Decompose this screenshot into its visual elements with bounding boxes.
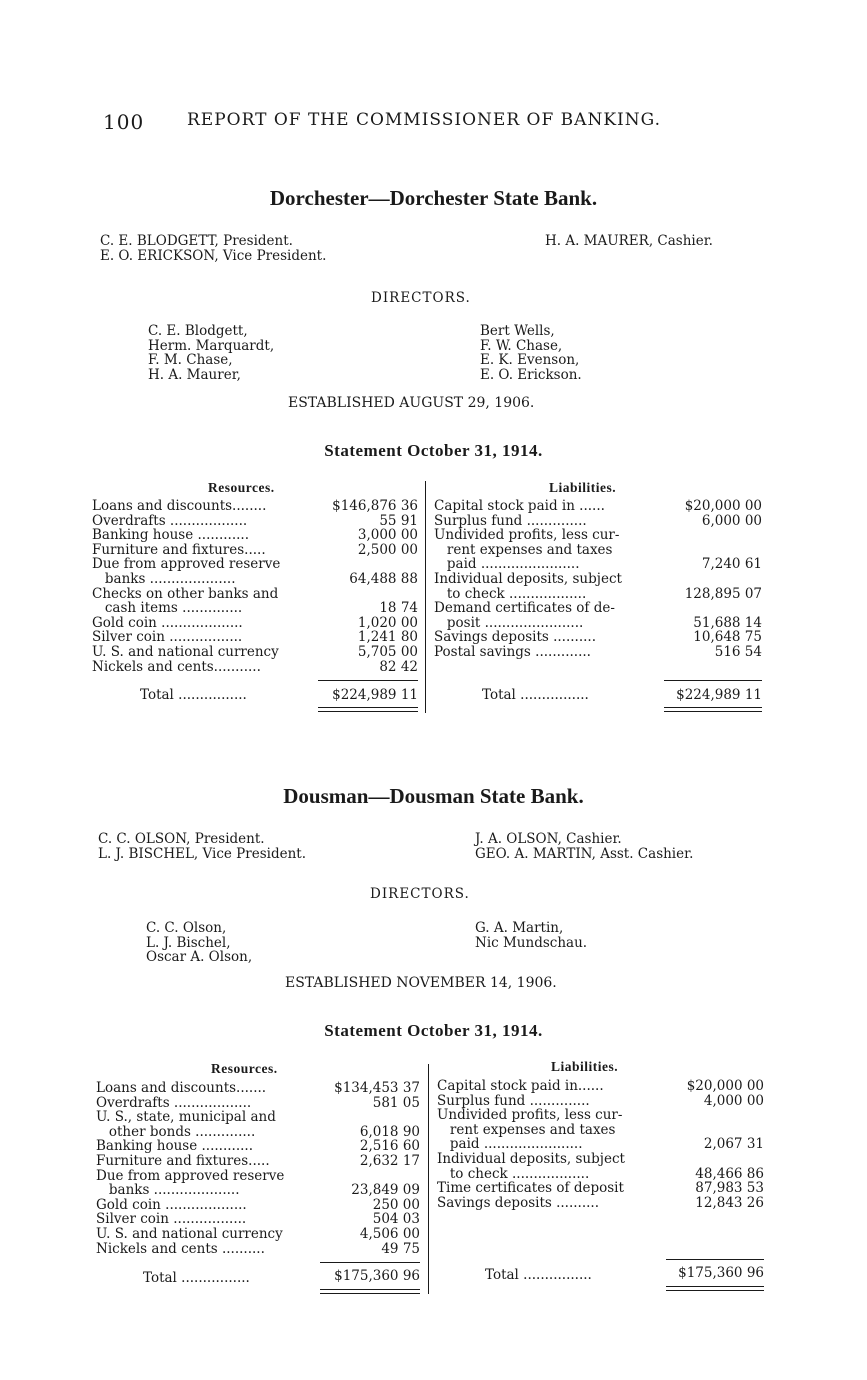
resource-label: Overdrafts .................. xyxy=(96,1094,252,1111)
liability-amount xyxy=(664,601,762,616)
director: E. O. Erickson. xyxy=(480,366,582,383)
resource-amount: 250 00 xyxy=(372,1196,420,1213)
director: Oscar A. Olson, xyxy=(146,949,253,965)
resource-label: Furniture and fixtures..... xyxy=(92,541,266,558)
resources-total-label: Total ................ xyxy=(143,1270,250,1286)
resource-amount xyxy=(320,557,418,572)
resource-amount xyxy=(322,1169,420,1184)
resource-amount: 581 05 xyxy=(372,1094,420,1111)
established-date: ESTABLISHED NOVEMBER 14, 1906. xyxy=(285,975,557,991)
page-number: 100 xyxy=(103,110,145,134)
resource-amount: 64,488 88 xyxy=(349,570,418,587)
resource-amount: 1,241 80 xyxy=(357,629,418,646)
officer-cashier: J. A. OLSON, Cashier. xyxy=(475,831,622,847)
liability-label: to check .................. xyxy=(434,585,587,602)
running-header: REPORT OF THE COMMISSIONER OF BANKING. xyxy=(187,110,661,130)
resource-amount: 49 75 xyxy=(381,1240,420,1257)
resource-label: Nickels and cents........... xyxy=(92,658,261,675)
liability-amount: 48,466 86 xyxy=(695,1165,764,1182)
liability-amount xyxy=(664,528,762,543)
liability-label: Surplus fund .............. xyxy=(434,512,587,529)
liability-amount: $20,000 00 xyxy=(684,498,762,514)
column-divider xyxy=(425,481,426,713)
liability-label: Surplus fund .............. xyxy=(437,1092,590,1109)
resource-label: Nickels and cents .......... xyxy=(96,1240,265,1257)
liability-amount: 7,240 61 xyxy=(701,556,762,573)
liability-label: Individual deposits, subject xyxy=(437,1150,625,1167)
liability-label: posit ....................... xyxy=(434,614,584,631)
officer-vice-president: E. O. ERICKSON, Vice President. xyxy=(100,247,327,264)
resource-amount: 82 42 xyxy=(379,658,418,675)
liability-amount: 87,983 53 xyxy=(695,1180,764,1197)
resource-amount: 2,632 17 xyxy=(359,1152,420,1169)
statement-heading: Statement October 31, 1914. xyxy=(324,441,543,460)
liability-amount: 4,000 00 xyxy=(703,1092,764,1109)
double-rule xyxy=(664,711,762,712)
resource-label: Silver coin ................. xyxy=(96,1211,247,1228)
liabilities-labels xyxy=(437,1079,625,1210)
director: H. A. Maurer, xyxy=(148,366,241,383)
directors-left xyxy=(146,921,252,965)
bank-title: Dousman—Dousman State Bank. xyxy=(283,784,584,808)
resource-label: banks .................... xyxy=(96,1182,240,1199)
resource-amount: 504 03 xyxy=(372,1211,420,1228)
resource-label: Banking house ............ xyxy=(92,527,250,544)
directors-heading: DIRECTORS. xyxy=(371,290,471,306)
resource-amount: 2,500 00 xyxy=(357,541,418,558)
liability-label: Time certificates of deposit xyxy=(437,1180,624,1197)
liabilities-heading: Liabilities. xyxy=(549,480,617,495)
liabilities-amounts xyxy=(666,1079,764,1210)
director: C. C. Olson, xyxy=(146,920,227,936)
total-rule xyxy=(318,680,418,681)
resources-total-amount: $224,989 11 xyxy=(332,687,418,703)
total-rule xyxy=(320,1262,420,1263)
resources-labels xyxy=(92,499,280,674)
officer-president: C. E. BLODGETT, President. xyxy=(100,233,293,249)
resource-label: Furniture and fixtures..... xyxy=(96,1152,270,1169)
resource-label: other bonds .............. xyxy=(96,1123,256,1140)
directors-left xyxy=(148,324,274,382)
director: E. K. Evenson, xyxy=(480,352,580,368)
officer-asst-cashier: GEO. A. MARTIN, Asst. Cashier. xyxy=(475,845,694,862)
resource-amount: 5,705 00 xyxy=(357,643,418,660)
total-rule xyxy=(664,680,762,681)
liability-amount: 6,000 00 xyxy=(701,512,762,529)
liability-label: Individual deposits, subject xyxy=(434,570,622,587)
directors-right xyxy=(480,324,582,382)
director: L. J. Bischel, xyxy=(146,934,231,951)
liabilities-labels xyxy=(434,499,622,660)
liability-amount xyxy=(666,1152,764,1167)
liabilities-total-amount: $175,360 96 xyxy=(678,1265,764,1281)
officer-cashier: H. A. MAURER, Cashier. xyxy=(545,233,713,249)
resource-label: Banking house ............ xyxy=(96,1138,254,1155)
resources-heading: Resources. xyxy=(211,1061,278,1076)
liabilities-total-amount: $224,989 11 xyxy=(676,687,762,703)
double-rule xyxy=(318,711,418,712)
resource-amount: 6,018 90 xyxy=(359,1123,420,1140)
officers-right xyxy=(475,832,693,861)
resource-amount xyxy=(322,1110,420,1125)
officer-president: C. C. OLSON, President. xyxy=(98,831,265,847)
resource-amount: 55 91 xyxy=(379,512,418,529)
director: F. M. Chase, xyxy=(148,352,233,368)
resources-total-label: Total ................ xyxy=(140,687,247,703)
resource-amount: 23,849 09 xyxy=(351,1182,420,1199)
resource-amount xyxy=(320,587,418,602)
resource-label: Loans and discounts....... xyxy=(96,1080,267,1096)
statement-heading: Statement October 31, 1914. xyxy=(324,1021,543,1040)
liabilities-total-label: Total ................ xyxy=(485,1267,592,1283)
bank-title: Dorchester—Dorchester State Bank. xyxy=(269,186,598,210)
resource-amount: 2,516 60 xyxy=(359,1138,420,1155)
directors-right xyxy=(475,921,587,950)
director: F. W. Chase, xyxy=(480,337,563,354)
liability-amount xyxy=(664,572,762,587)
liability-label: Savings deposits .......... xyxy=(437,1194,599,1211)
resource-label: Checks on other banks and xyxy=(92,585,279,602)
resource-amount: 4,506 00 xyxy=(359,1225,420,1242)
liability-label: to check .................. xyxy=(437,1165,590,1182)
officers-left xyxy=(100,234,326,263)
resource-label: Overdrafts .................. xyxy=(92,512,248,529)
resource-label: Due from approved reserve xyxy=(96,1167,285,1184)
liability-amount: $20,000 00 xyxy=(686,1078,764,1094)
resource-label: Loans and discounts........ xyxy=(92,498,267,514)
total-rule xyxy=(666,1259,764,1260)
resource-label: U. S. and national currency xyxy=(92,643,279,660)
liability-label: Capital stock paid in ...... xyxy=(434,498,605,514)
resource-label: banks .................... xyxy=(92,570,236,587)
liabilities-total-label: Total ................ xyxy=(482,687,589,703)
liability-label: Capital stock paid in...... xyxy=(437,1078,604,1094)
officers-left xyxy=(98,832,306,861)
resource-amount: 18 74 xyxy=(379,600,418,617)
double-rule xyxy=(318,707,418,708)
directors-heading: DIRECTORS. xyxy=(370,886,470,902)
liability-label: Undivided profits, less cur- xyxy=(434,527,620,544)
officers-right xyxy=(545,234,713,249)
liability-amount: 12,843 26 xyxy=(695,1194,764,1211)
director: Herm. Marquardt, xyxy=(148,337,275,354)
resource-label: Gold coin ................... xyxy=(96,1196,247,1213)
double-rule xyxy=(666,1286,764,1287)
resource-amount: $134,453 37 xyxy=(334,1080,420,1096)
liability-amount xyxy=(666,1108,764,1123)
double-rule xyxy=(320,1293,420,1294)
double-rule xyxy=(666,1290,764,1291)
column-divider xyxy=(428,1064,429,1294)
liabilities-heading: Liabilities. xyxy=(551,1059,619,1074)
liability-amount xyxy=(666,1123,764,1138)
resources-total-amount: $175,360 96 xyxy=(334,1268,420,1284)
liability-label: rent expenses and taxes xyxy=(437,1121,616,1138)
resources-amounts xyxy=(320,499,418,674)
liability-amount: 2,067 31 xyxy=(703,1136,764,1153)
liability-amount: 51,688 14 xyxy=(693,614,762,631)
liability-label: paid ....................... xyxy=(434,556,580,573)
resources-labels xyxy=(96,1081,284,1256)
liability-label: Savings deposits .......... xyxy=(434,629,596,646)
resource-label: Silver coin ................. xyxy=(92,629,243,646)
director: G. A. Martin, xyxy=(475,920,564,936)
liability-amount: 516 54 xyxy=(714,643,762,660)
double-rule xyxy=(320,1289,420,1290)
director: Bert Wells, xyxy=(480,323,555,339)
director: C. E. Blodgett, xyxy=(148,323,248,339)
liability-label: Postal savings ............. xyxy=(434,643,591,660)
resource-label: U. S., state, municipal and xyxy=(96,1109,276,1126)
resources-amounts xyxy=(322,1081,420,1256)
resource-label: Due from approved reserve xyxy=(92,556,281,573)
resource-label: Gold coin ................... xyxy=(92,614,243,631)
liability-label: Demand certificates of de- xyxy=(434,600,615,617)
double-rule xyxy=(664,707,762,708)
resource-amount: 1,020 00 xyxy=(357,614,418,631)
resource-label: cash items .............. xyxy=(92,600,243,617)
director: Nic Mundschau. xyxy=(475,934,588,951)
established-date: ESTABLISHED AUGUST 29, 1906. xyxy=(288,395,535,411)
liability-amount: 128,895 07 xyxy=(684,585,762,602)
resource-amount: 3,000 00 xyxy=(357,527,418,544)
resources-heading: Resources. xyxy=(208,480,275,495)
resource-amount: $146,876 36 xyxy=(332,498,418,514)
liability-label: Undivided profits, less cur- xyxy=(437,1107,623,1124)
liability-label: rent expenses and taxes xyxy=(434,541,613,558)
resource-label: U. S. and national currency xyxy=(96,1225,283,1242)
liabilities-amounts xyxy=(664,499,762,660)
liability-amount: 10,648 75 xyxy=(693,629,762,646)
liability-label: paid ....................... xyxy=(437,1136,583,1153)
liability-amount xyxy=(664,543,762,558)
officer-vice-president: L. J. BISCHEL, Vice President. xyxy=(98,845,306,862)
